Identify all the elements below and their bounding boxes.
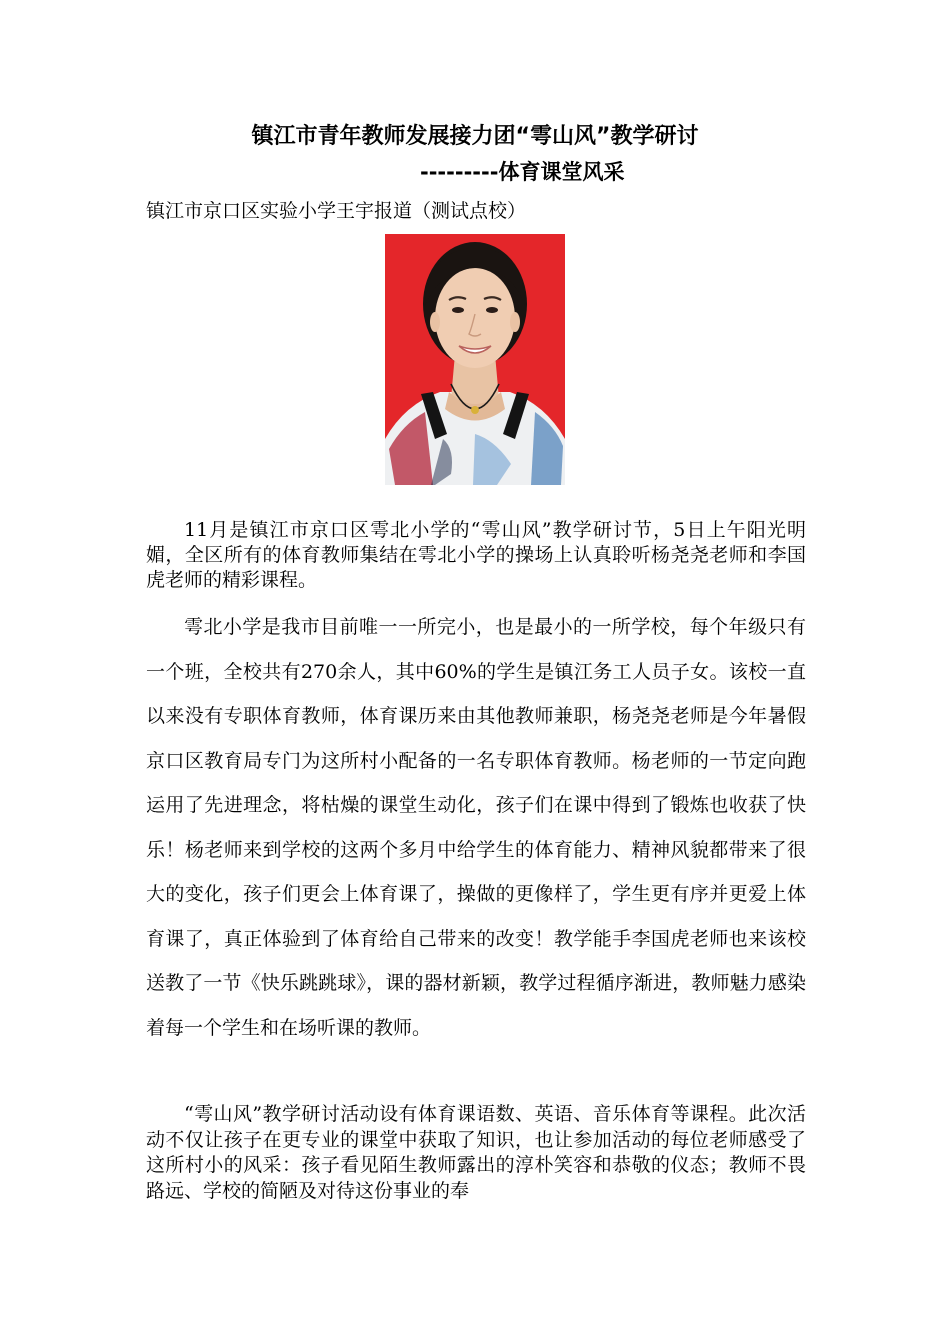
paragraph-2: 雩北小学是我市目前唯一一所完小，也是最小的一所学校，每个年级只有一个班，全校共有270余人，其中60%的学生是镇江务工人员子女。该校一直以来没有专职体育教师，体育课历来由其他教师兼职，杨尧尧老师是今年暑假京口区教育局专门为这所村小配备的一名专职体育教师。杨老师的一节定向跑运用了先进理念，将枯燥的课堂生动化，孩子们在课中得到了锻炼也收获了快乐！杨老师来到学校的这两个多月中给学生的体育能力、精神风貌都带来了很大的变化，孩子们更会上体育课了，操做的更像样了，学生更有序并更爱上体育课了，真正体验到了体育给自己带来的改变！教学能手李国虎老师也来该校送教了一节《快乐跳跳球》，课的器材新颖，教学过程循序渐进，教师魅力感染着每一个学生和在场听课的教师。: [146, 616, 806, 1039]
document-title: 镇江市青年教师发展接力团“雩山风”教学研讨: [251, 124, 699, 149]
paragraph-1: 11月是镇江市京口区雩北小学的“雩山风”教学研讨节，5日上午阳光明媚，全区所有的体育教师集结在雩北小学的操场上认真聆听杨尧尧老师和李国虎老师的精彩课程。: [146, 519, 806, 591]
paragraph-3: “雩山风”教学研讨活动设有体育课语数、英语、音乐体育等课程。此次活动不仅让孩子在更专业的课堂中获取了知识，也让参加活动的每位老师感受了这所村小的风采：孩子看见陌生教师露出的淳朴笑容和恭敬的仪态；教师不畏路远、学校的简陋及对待这份事业的奉: [146, 1103, 806, 1202]
byline: 镇江市京口区实验小学王宇报道（测试点校）: [146, 200, 527, 222]
document-subtitle: ---------体育课堂风采: [420, 160, 625, 184]
portrait-photo: [385, 234, 565, 485]
